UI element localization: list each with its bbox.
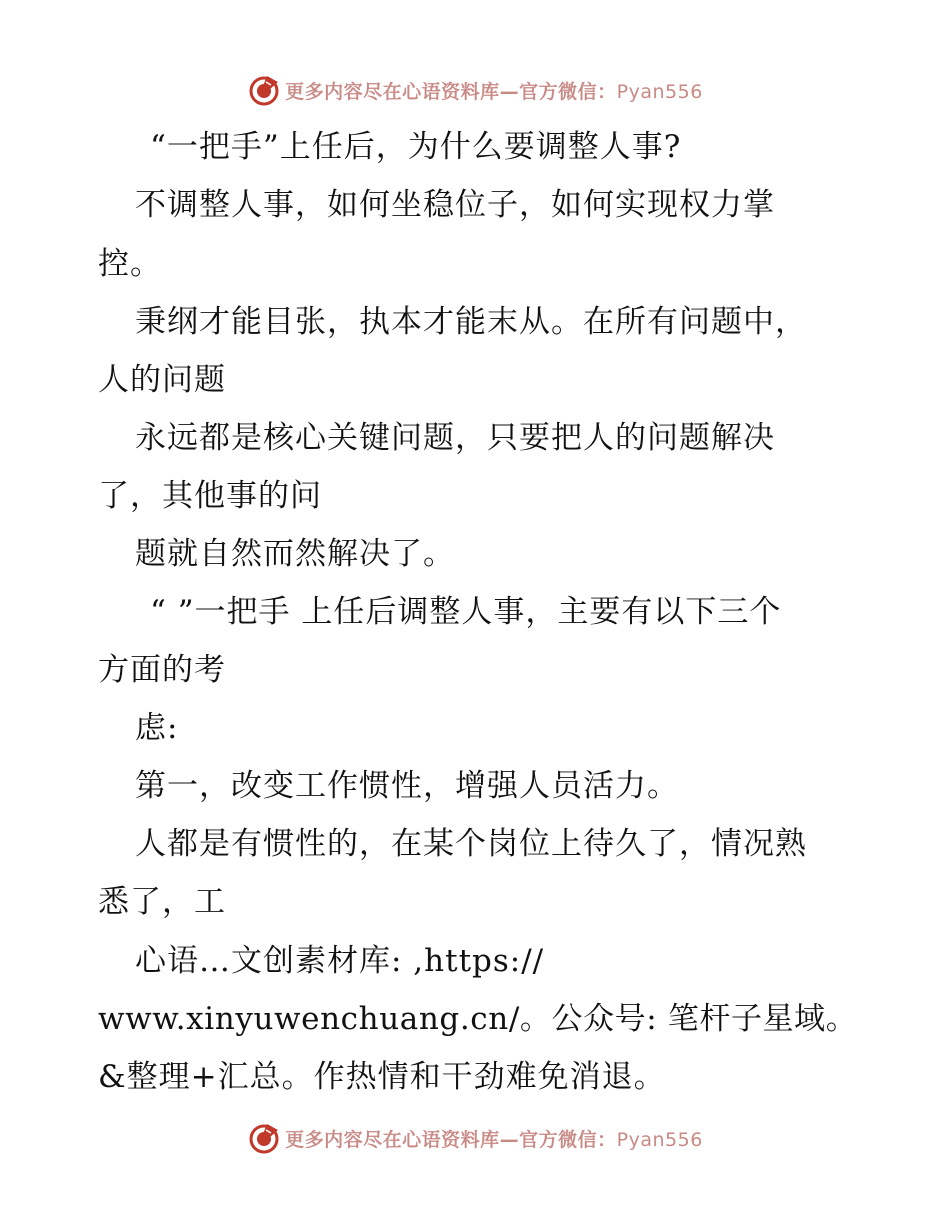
body-line-13: 人都是有惯性的，在某个岗位上待久了，情况熟	[135, 826, 807, 862]
body-line-7: 了，其他事的问	[98, 478, 322, 514]
body-line-8: 题就自然而然解决了。	[135, 536, 455, 572]
footer-banner-label: 更多内容尽在心语资料库—官方微信：	[285, 1128, 617, 1151]
body-line-11: 虑:	[135, 710, 179, 746]
body-line-3: 控。	[98, 246, 162, 282]
pen-nib-logo-icon	[247, 1121, 281, 1155]
body-line-17: &整理+汇总。作热情和干劲难免消退。	[98, 1059, 666, 1095]
footer-banner-handle: Pyan556	[616, 1128, 703, 1151]
header-banner-label: 更多内容尽在心语资料库—官方微信：	[285, 80, 617, 103]
body-line-2: 不调整人事，如何坐稳位子，如何实现权力掌	[135, 187, 775, 223]
body-line-12: 第一，改变工作惯性，增强人员活力。	[135, 768, 679, 804]
body-line-5: 人的问题	[98, 362, 226, 398]
body-line-10: 方面的考	[98, 652, 226, 688]
footer-banner	[0, 1118, 950, 1158]
body-line-1: “一把手”上任后，为什么要调整人事?	[150, 129, 682, 165]
body-line-4: 秉纲才能目张，执本才能末从。在所有问题中，	[135, 304, 807, 340]
body-line-15: 心语…文创素材库: ,https://	[135, 943, 545, 979]
body-line-14: 悉了，工	[98, 884, 226, 920]
body-line-16: www.xinyuwenchuang.cn/。公众号: 笔杆子星域。	[98, 1001, 858, 1037]
header-banner-handle: Pyan556	[616, 80, 703, 103]
body-line-6: 永远都是核心关键问题，只要把人的问题解决	[135, 420, 775, 456]
footer-banner-text	[285, 1125, 703, 1152]
body-line-9: “ ”一把手 上任后调整人事，主要有以下三个	[150, 594, 782, 630]
